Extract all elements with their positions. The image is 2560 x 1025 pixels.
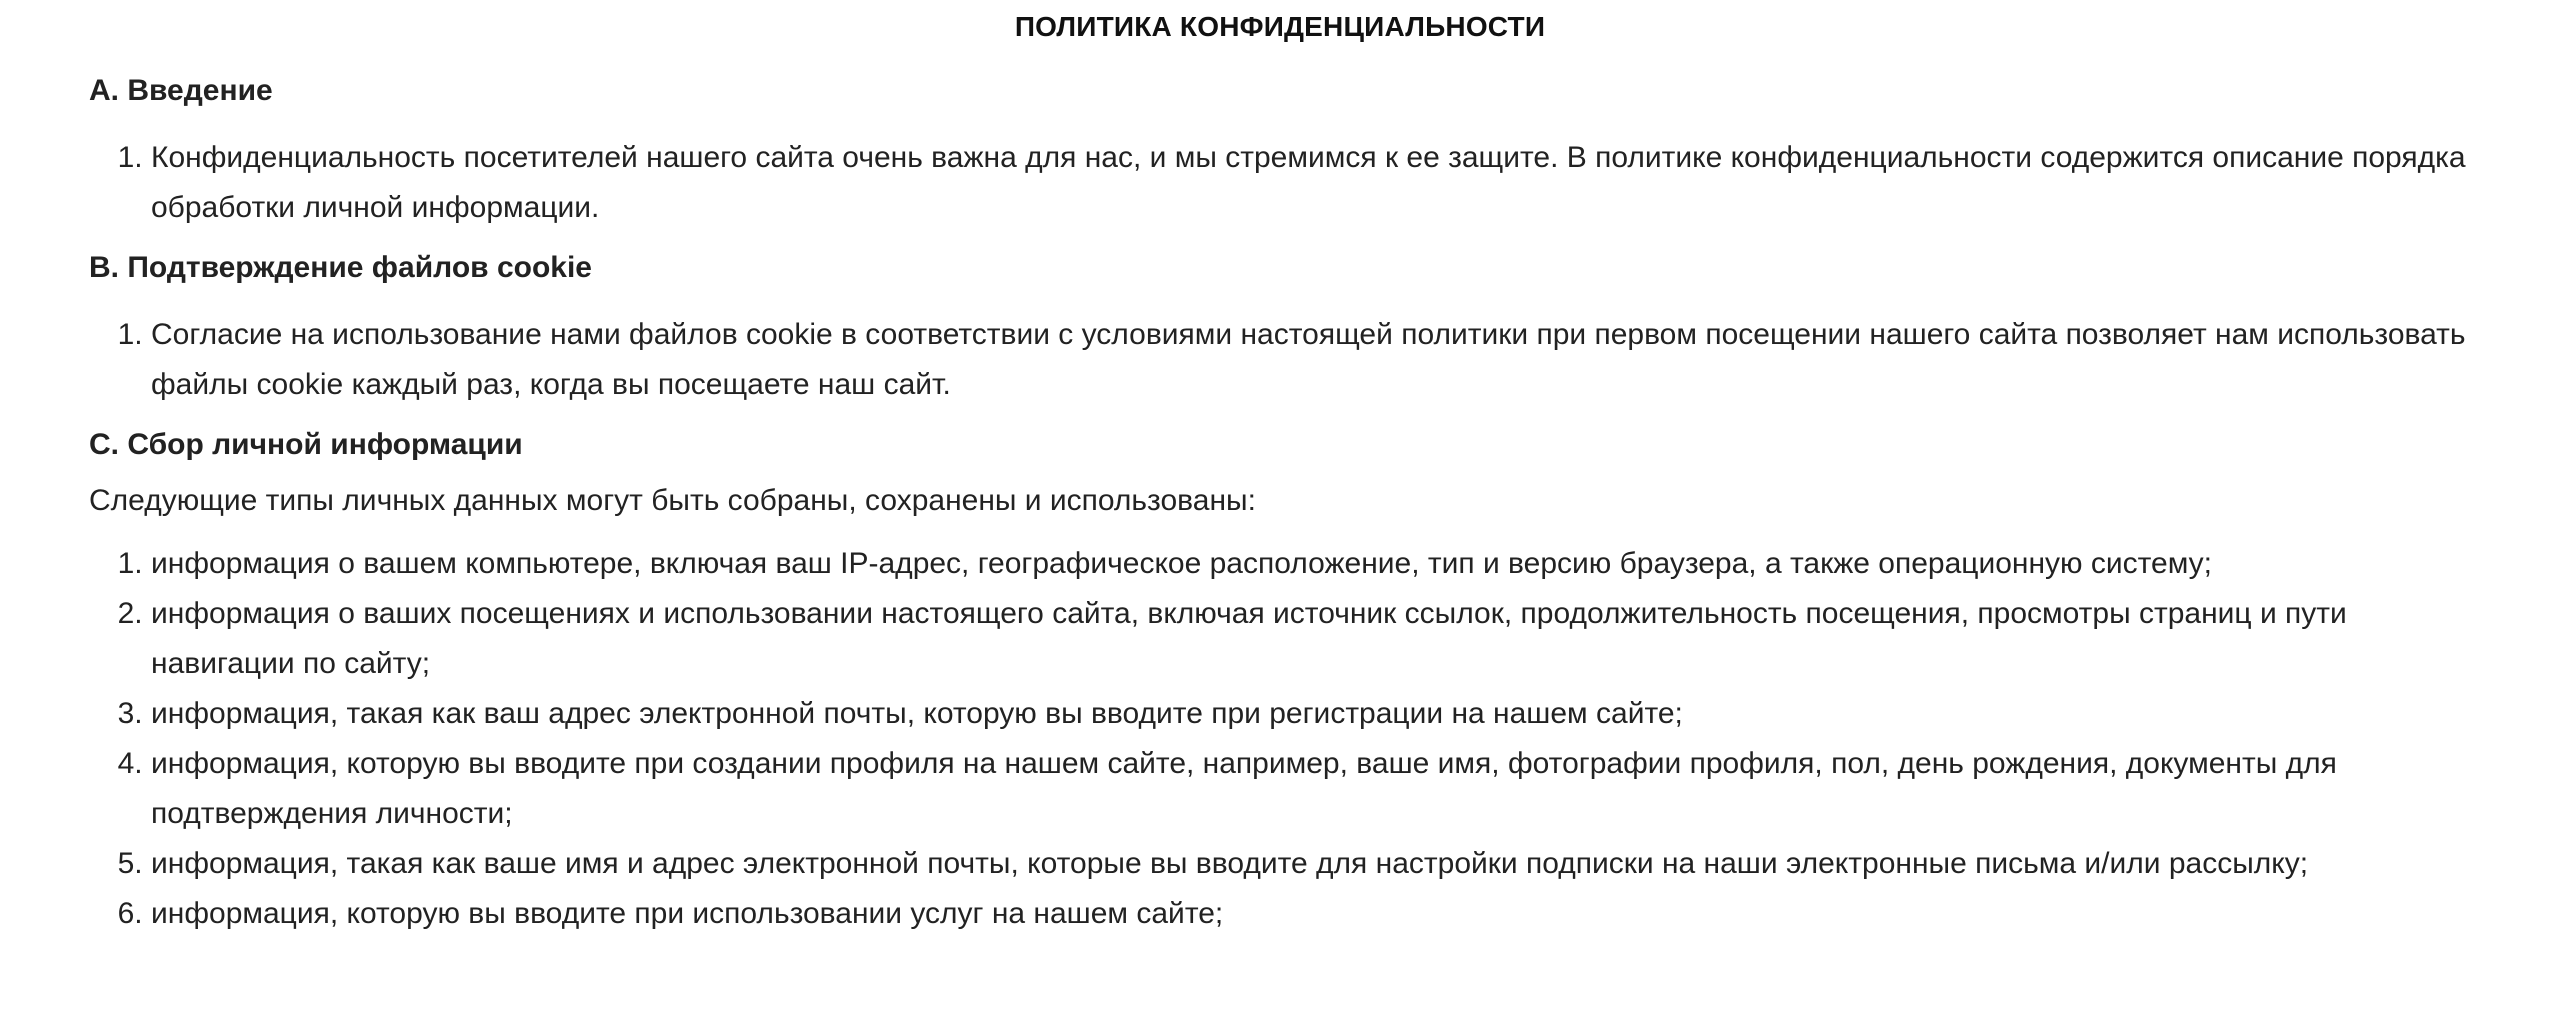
list-item-number: 1. <box>117 318 143 351</box>
list-item-number: 5. <box>117 847 143 880</box>
list-item-text: Конфиденциальность посетителей нашего сайта очень важна для нас, и мы стремимся к ее защите. В политике конфиденциальности содержится описание порядка обработки личной информации. <box>151 141 2466 224</box>
list-item-number: 1. <box>117 547 143 580</box>
list-item-text: информация о вашем компьютере, включая ваш IP-адрес, географическое расположение, тип и версию браузера, а также операционную систему; <box>151 547 2213 580</box>
privacy-policy-page <box>0 10 2560 1025</box>
page-title: ПОЛИТИКА КОНФИДЕНЦИАЛЬНОСТИ <box>1014 11 1546 42</box>
list-item-text: информация, которую вы вводите при создании профиля на нашем сайте, например, ваше имя, фотографии профиля, пол, день рождения, документы для подтверждения личности; <box>151 747 2337 830</box>
list-item-number: 2. <box>117 597 143 630</box>
list-item <box>89 689 2471 739</box>
cookies-list <box>89 310 2471 410</box>
personal-data-intro: Следующие типы личных данных могут быть собраны, сохранены и использованы: <box>89 484 1256 517</box>
list-item <box>89 310 2471 410</box>
list-item-number: 3. <box>117 697 143 730</box>
introduction-list <box>89 133 2471 233</box>
list-item <box>89 589 2471 689</box>
list-item <box>89 539 2471 589</box>
list-item-text: информация, такая как ваш адрес электронной почты, которую вы вводите при регистрации на нашем сайте; <box>151 697 1683 730</box>
list-item <box>89 739 2471 839</box>
list-item-number: 6. <box>117 897 143 930</box>
list-item-number: 1. <box>117 141 143 174</box>
list-item-text: информация о ваших посещениях и использовании настоящего сайта, включая источник ссылок, продолжительность посещения, просмотры страниц и пути навигации по сайту; <box>151 597 2347 680</box>
list-item <box>89 889 2471 939</box>
section-heading-personal-data: C. Сбор личной информации <box>89 428 523 461</box>
list-item-text: информация, которую вы вводите при использовании услуг на нашем сайте; <box>151 897 1224 930</box>
list-item-text: Согласие на использование нами файлов cookie в соответствии с условиями настоящей политики при первом посещении нашего сайта позволяет нам использовать файлы cookie каждый раз, когда вы посещаете наш сайт. <box>151 318 2466 401</box>
section-heading-introduction: A. Введение <box>89 74 273 107</box>
list-item <box>89 133 2471 233</box>
personal-data-list <box>89 539 2471 939</box>
list-item-number: 4. <box>117 747 143 780</box>
list-item <box>89 839 2471 889</box>
section-heading-cookies: B. Подтверждение файлов cookie <box>89 251 592 284</box>
list-item-text: информация, такая как ваше имя и адрес электронной почты, которые вы вводите для настройки подписки на наши электронные письма и/или рассылку; <box>151 847 2309 880</box>
